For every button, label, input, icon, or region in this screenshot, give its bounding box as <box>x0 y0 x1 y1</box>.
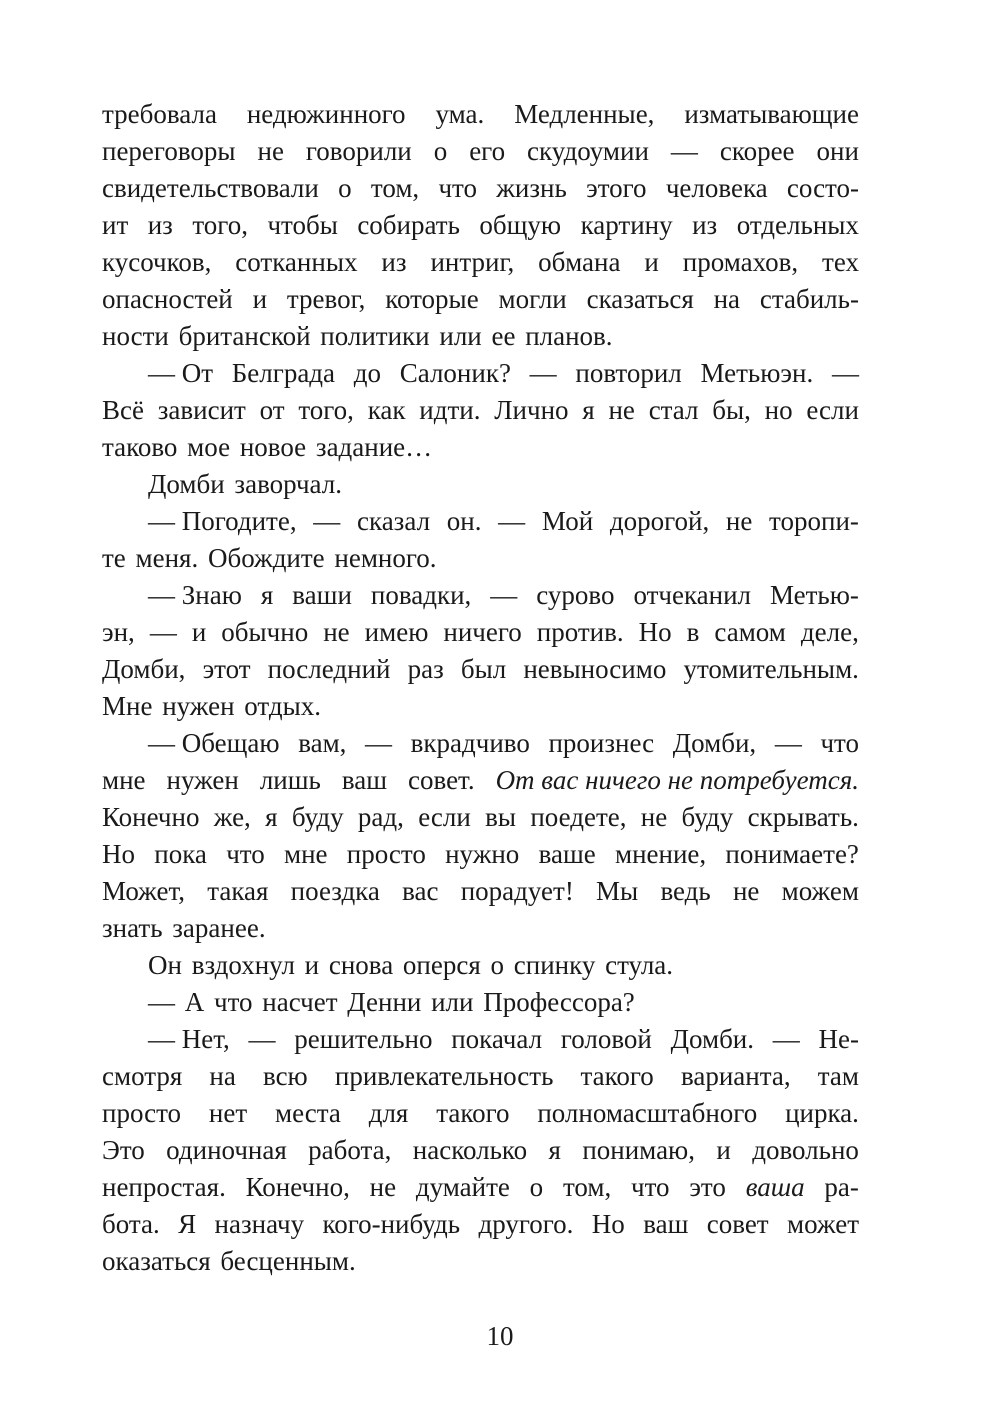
word: того, <box>298 395 354 425</box>
word: отчеканил <box>633 580 752 610</box>
word: имею <box>364 617 429 647</box>
word: ничего <box>443 617 522 647</box>
text-line <box>102 133 859 170</box>
paragraph-text: Он вздохнул и снова оперся о спинку стула. <box>148 950 674 980</box>
word: просто <box>102 1098 182 1128</box>
text-line <box>102 577 859 614</box>
word: мне <box>102 765 146 795</box>
paragraph-end-text: ности британской политики или ее планов. <box>102 321 613 351</box>
word: тревог, <box>286 284 366 314</box>
word: эн, <box>102 617 135 647</box>
word: же, <box>213 802 251 832</box>
word: цирка. <box>785 1098 859 1128</box>
text-line <box>102 281 859 318</box>
word: этот <box>202 654 251 684</box>
word: Может, <box>102 876 185 906</box>
word: такого <box>436 1098 510 1128</box>
word: невыносимо <box>523 654 667 684</box>
word: — <box>365 728 393 758</box>
word: опасностей <box>102 284 233 314</box>
word: если <box>806 395 859 425</box>
word: о <box>529 1172 544 1202</box>
word: и <box>716 1135 731 1165</box>
word: — Знаю <box>148 580 242 610</box>
word: зависит <box>157 395 246 425</box>
word: его <box>469 136 506 166</box>
word: покачал <box>451 1024 543 1054</box>
text-line <box>102 207 859 244</box>
word: Мой <box>541 506 594 536</box>
word: не <box>369 1172 397 1202</box>
word: я <box>548 1135 561 1165</box>
word: Домби. <box>670 1024 755 1054</box>
page-number: 10 <box>486 1321 514 1351</box>
word: пока <box>154 839 207 869</box>
text-line <box>102 1132 859 1169</box>
word: того, <box>192 210 248 240</box>
word: повторил <box>575 358 682 388</box>
word: головой <box>560 1024 652 1054</box>
word: дорогой, <box>609 506 710 536</box>
word: такого <box>580 1061 654 1091</box>
word: не <box>323 617 350 647</box>
word: том, <box>562 1172 612 1202</box>
word: Конечно <box>102 802 200 832</box>
word: состо- <box>786 173 859 203</box>
word: этого <box>586 173 647 203</box>
italic-word: ваша <box>745 1172 805 1202</box>
word: бы, <box>712 395 751 425</box>
word: о <box>338 173 352 203</box>
word: — Обещаю <box>148 728 280 758</box>
text-line <box>102 910 859 947</box>
word: ведь <box>660 876 711 906</box>
text-line <box>102 540 859 577</box>
text-line <box>102 318 859 355</box>
word: Белграда <box>231 358 336 388</box>
text-line <box>102 1243 859 1280</box>
italic-phrase: От вас ничего не потребуется. <box>495 765 859 795</box>
word: свидетельствовали <box>102 173 319 203</box>
text-line <box>102 503 859 540</box>
text-line <box>102 614 859 651</box>
word: о <box>433 136 448 166</box>
word: работа, <box>308 1135 392 1165</box>
word: вы <box>485 802 516 832</box>
text-line <box>102 651 859 688</box>
word: Но <box>638 617 672 647</box>
word: понимаю, <box>582 1135 695 1165</box>
word: ваш <box>643 1209 689 1239</box>
word: — <box>831 358 859 388</box>
word: мне <box>283 839 328 869</box>
text-line <box>102 96 859 133</box>
word: Метьюэн. <box>700 358 814 388</box>
word: — От <box>148 358 214 388</box>
word: кусочков, <box>102 247 212 277</box>
word: для <box>368 1098 409 1128</box>
word: Это <box>102 1135 145 1165</box>
word: что <box>226 839 265 869</box>
word: Конечно, <box>245 1172 350 1202</box>
word: нет <box>208 1098 248 1128</box>
word: но <box>764 395 793 425</box>
text-line <box>102 947 859 984</box>
word: изматывающие <box>684 99 859 129</box>
word: был <box>460 654 507 684</box>
page-body <box>102 96 859 1280</box>
word: сотканных <box>235 247 358 277</box>
word: порадует! <box>460 876 574 906</box>
word: в <box>686 617 700 647</box>
text-line <box>102 725 859 762</box>
word: довольно <box>752 1135 859 1165</box>
word: на <box>209 1061 236 1091</box>
word: одиночная <box>166 1135 287 1165</box>
word: — <box>670 136 698 166</box>
word: совет. <box>408 765 475 795</box>
word: решительно <box>294 1024 433 1054</box>
word: полномасштабного <box>537 1098 758 1128</box>
paragraph-end-text: оказаться бесценным. <box>102 1246 356 1276</box>
word: том, <box>370 173 420 203</box>
word: буду <box>681 802 734 832</box>
word: тех <box>822 247 859 277</box>
text-line <box>102 244 859 281</box>
word: не <box>257 136 284 166</box>
text-line <box>102 392 859 429</box>
word: до <box>353 358 381 388</box>
text-line <box>102 1169 859 1206</box>
word: думайте <box>415 1172 510 1202</box>
word: поедете, <box>530 802 627 832</box>
word: самом <box>714 617 786 647</box>
word: непростая. <box>102 1172 226 1202</box>
paragraph-text: — А что насчет Денни или Профессора? <box>148 987 635 1017</box>
word: не <box>725 506 753 536</box>
text-line <box>102 1058 859 1095</box>
word: человека <box>665 173 768 203</box>
word: Домби, <box>672 728 757 758</box>
word: не <box>640 802 668 832</box>
word: торопи- <box>769 506 859 536</box>
text-line <box>102 355 859 392</box>
word: скудоумии <box>527 136 649 166</box>
word: вкрадчиво <box>410 728 530 758</box>
word: сказал <box>357 506 431 536</box>
word: ваши <box>292 580 352 610</box>
paragraph-text: Домби заворчал. <box>148 469 342 499</box>
paragraph-end-text: Мне нужен отдых. <box>102 691 321 721</box>
word: — <box>529 358 557 388</box>
word: — <box>313 506 341 536</box>
word: нужен <box>166 765 239 795</box>
word: обмана <box>538 247 621 277</box>
word: скорее <box>719 136 795 166</box>
text-line <box>102 799 859 836</box>
text-line <box>102 873 859 910</box>
word: стабиль- <box>759 284 859 314</box>
word: вам, <box>298 728 347 758</box>
word: я <box>265 802 278 832</box>
paragraph-end-text: те меня. Обождите немного. <box>102 543 437 573</box>
word: могли <box>498 284 567 314</box>
word: варианта, <box>680 1061 791 1091</box>
word: как <box>367 395 406 425</box>
word: требовала <box>102 99 217 129</box>
word: — <box>498 506 526 536</box>
word: Домби, <box>102 654 186 684</box>
text-line <box>102 466 859 503</box>
text-line <box>102 762 859 799</box>
word: стал <box>648 395 699 425</box>
word: раз <box>407 654 444 684</box>
word: что <box>820 728 859 758</box>
word: Медленные, <box>514 99 655 129</box>
word: не <box>732 876 760 906</box>
text-line <box>102 170 859 207</box>
word: собирать <box>357 210 460 240</box>
word: из <box>147 210 173 240</box>
word: Метью- <box>770 580 859 610</box>
word: — <box>149 617 177 647</box>
word: может <box>787 1209 859 1239</box>
word: отдельных <box>736 210 859 240</box>
word: Салоник? <box>399 358 511 388</box>
word: нужно <box>445 839 520 869</box>
word: они <box>816 136 859 166</box>
word: я <box>582 395 595 425</box>
word: он. <box>446 506 482 536</box>
word: интриг, <box>430 247 515 277</box>
word: назначу <box>214 1209 305 1239</box>
word: что <box>631 1172 670 1202</box>
word: чтобы <box>267 210 338 240</box>
word: из <box>381 247 407 277</box>
word: — Нет, <box>148 1024 230 1054</box>
word: говорили <box>305 136 412 166</box>
word: утомительным. <box>683 654 859 684</box>
word: и <box>644 247 659 277</box>
word: смотря <box>102 1061 183 1091</box>
word: повадки, <box>370 580 472 610</box>
word: что <box>438 173 477 203</box>
word: ваше <box>538 839 596 869</box>
word: просто <box>346 839 426 869</box>
word: другого. <box>478 1209 574 1239</box>
word: вас <box>402 876 439 906</box>
word: там <box>817 1061 859 1091</box>
word: последний <box>267 654 391 684</box>
paragraph-end-text: знать заранее. <box>102 913 266 943</box>
word: картину <box>580 210 673 240</box>
word: ит <box>102 210 129 240</box>
word: всю <box>262 1061 308 1091</box>
word: общую <box>479 210 562 240</box>
word: Всё <box>102 395 144 425</box>
word: сурово <box>536 580 615 610</box>
word: можем <box>781 876 859 906</box>
word: я <box>260 580 274 610</box>
word: и <box>191 617 207 647</box>
word: против. <box>536 617 624 647</box>
word: Я <box>178 1209 197 1239</box>
text-line <box>102 688 859 725</box>
word: лишь <box>259 765 321 795</box>
word: деле, <box>800 617 859 647</box>
word: которые <box>385 284 479 314</box>
word: Но <box>102 839 135 869</box>
word: это <box>689 1172 726 1202</box>
word: такая <box>207 876 269 906</box>
word: Не- <box>818 1024 859 1054</box>
word: на <box>713 284 741 314</box>
word: ра- <box>824 1172 859 1202</box>
word: совет <box>706 1209 769 1239</box>
word: — <box>772 1024 800 1054</box>
word: жизнь <box>496 173 567 203</box>
word: — <box>248 1024 276 1054</box>
word: насколько <box>412 1135 528 1165</box>
word: — Погодите, <box>148 506 297 536</box>
word: рад, <box>357 802 404 832</box>
paragraph-end-text: таково мое новое задание… <box>102 432 433 462</box>
word: Но <box>591 1209 625 1239</box>
word: произнес <box>548 728 655 758</box>
word: скрывать. <box>747 802 859 832</box>
text-line <box>102 1021 859 1058</box>
word: кого-нибудь <box>322 1209 461 1239</box>
text-line <box>102 1095 859 1132</box>
word: поездка <box>290 876 380 906</box>
word: места <box>275 1098 341 1128</box>
word: буду <box>291 802 344 832</box>
text-line <box>102 429 859 466</box>
word: — <box>490 580 518 610</box>
text-line <box>102 984 859 1021</box>
word: ума. <box>435 99 485 129</box>
word: обычно <box>221 617 309 647</box>
word: привлекательность <box>334 1061 554 1091</box>
word: из <box>692 210 718 240</box>
text-line <box>102 836 859 873</box>
word: Лично <box>494 395 569 425</box>
word: сказаться <box>586 284 694 314</box>
word: понимаете? <box>725 839 859 869</box>
word: идти. <box>419 395 481 425</box>
word: мнение, <box>615 839 707 869</box>
word: бота. <box>102 1209 160 1239</box>
word: от <box>259 395 285 425</box>
word: если <box>418 802 471 832</box>
word: недюжинного <box>246 99 406 129</box>
word: Мы <box>596 876 639 906</box>
word: переговоры <box>102 136 236 166</box>
word: и <box>252 284 268 314</box>
word: ваш <box>341 765 388 795</box>
word: промахов, <box>682 247 799 277</box>
word: не <box>608 395 635 425</box>
word: — <box>774 728 802 758</box>
text-line <box>102 1206 859 1243</box>
